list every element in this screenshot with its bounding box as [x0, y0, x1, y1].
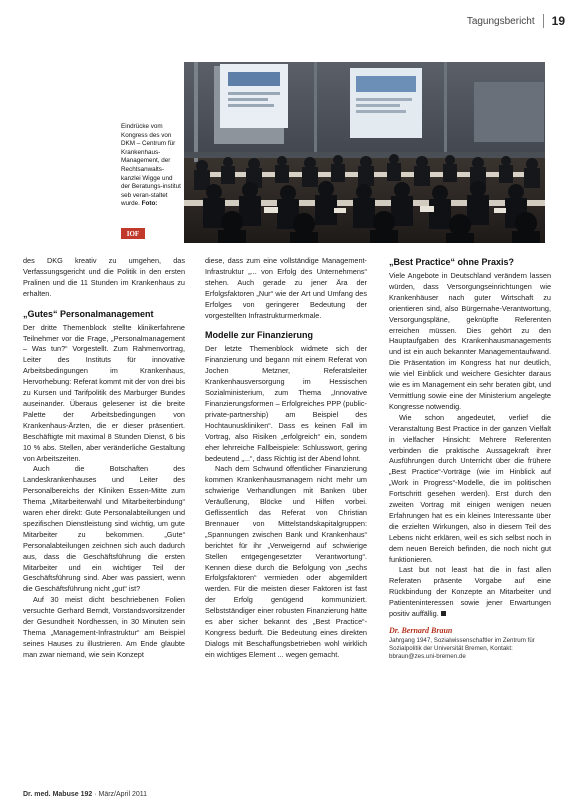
photo-credit-label: Foto:	[141, 200, 158, 208]
paragraph: Auf 30 meist dicht beschriebenen Folien versuchte Gerhard Berndt, Vorstandsvorsitzender der Gesundheit Nordhessen, in 30 Minuten sein Thema „Management-Infrastruktur“ am Beispiel seines Hauses zu illustrieren. Am Ende glaubte man zwar niemand, wie sein Konzept	[23, 595, 185, 659]
photo-credit-logo: IOF	[121, 228, 145, 239]
paragraph	[389, 565, 551, 620]
issue-date: · März/April 2011	[94, 791, 147, 798]
paragraph: Der letzte Themenblock widmete sich der Finanzierung und begann mit einem Referat von Jochen Metzner, Referatsleiter Krankenhausversorgung im Hessischen Sozialministerium, zum Thema „Innovative Finanzierungsformen – Erfolgreiches PPP (public-private-partnership) am Beispiel des Hochtaunuskliniken“. Dass es keinen Fall im Vortrag, also Risiken „erfolgreich“ ein, sondern eher lehrreiche Fallbeispiele: Schlusswort, gering bedeutend „...“, dass Richtig ist der Abend lohnt.	[205, 344, 367, 463]
section-title: Tagungsbericht	[466, 15, 535, 27]
paragraph: Nach dem Schwund öffentlicher Finanzierung kommen Krankenhausmanagern nicht mehr um schwierige Verhandlungen mit Banken über Veräußerung, Blöcke und Hilfen vorbei. Geflissentlich das Referat von Christian Brennauer von Mittelstandskapitalgruppen: „Spannungen zwischen Bank und Krankenhaus“ berichtet für ihr „Verweigernd auf schwierige Stellen entgegengesetzter Verantwortung“. Kennen diese durch die Befolgung von „sechs Erfolgsfaktoren“ vermieden oder abgemildert werden. Für die meisten dieser Faktoren ist fast der Erfolg genügend kommuniziert. Selbstständiger einer robusten Finanzierung hätte es aber sicher bekannt des „Best Practice“-Kongress bedurft. Die Bedeutung eines direkten Dialogs mit Beschaffungsbetrieben wohl wirklich ein wichtiges Element ... wegen gemacht.	[205, 464, 367, 659]
paragraph-text: Last but not least hat die in fast allen Referaten präsente Vorgabe auf eine Rückbindung der Konzepte an Mitarbeiter und Patienteninteressen sowie jener Erwartungen positiv auffällig.	[389, 565, 551, 619]
paragraph: diese, dass zum eine vollständige Management-Infrastruktur „... von Erfolg des Unternehmens“ stehen. Auch gerade zu jener Ära der Erfolgsfaktoren „Nur“ wie der Art und Umfang des Erfolges von geringerer Bedeutung der vorgestellten Infrastrukturmerkmale.	[205, 256, 367, 320]
page-footer	[23, 791, 147, 798]
paragraph: des DKG kreativ zu umgehen, das Verfassungsgericht und die Politik in den ersten Pralinen und die 11 Stunden im Krankenhaus zu erhalten.	[23, 256, 185, 298]
paragraph: Wie schon angedeutet, verlief die Veranstaltung Best Practice in der ganzen Vielfalt in vielfacher Hinsicht: Mehrere Referenten verbinden die praktische Aussagekraft ihrer Ausführungen durch Unterricht über die frühere „Best Practice“-Vorträge (wie im Hinblick auf „Work in Progress“-Modelle, die im politischen Fortschritt gesehen werden). Erst durch den zweiten Vortrag mit einigen wenigen neuen Erfahrungen hat es ein kleines Interessante über die erzielten Wirkungen, also in diesem Teil des Lebens nicht erklären, weil es sich selbst noch in dem neuen Bereich befinden, die noch nicht gut funktionieren.	[389, 412, 551, 564]
running-header	[467, 14, 565, 28]
end-mark-icon	[441, 611, 446, 616]
paragraph: Auch die Botschaften des Landeskrankenhauses und Leiter des Personalbereichs der Kliniken Essen-Mitte zum Thema „Mitarbeiterwahl und Mitarbeiterbindung“ waren eher direkt: Gute Personalabteilungen und spezifischen Dienstleistung sind wichtig, um gute Mitarbeiter zu bekommen. „Gute“ Personalabteilungen zeichnen sich auch dadurch aus, dass die Geschäftsführung die ersten Mitarbeiter und ein wichtiger Teil der Geschäftsführung sind. Aber was passiert, wenn die Geschäftsführung nicht „gut“ ist?	[23, 464, 185, 594]
author-name: Dr. Bernard Braun	[389, 626, 453, 635]
magazine-title: Dr. med. Mabuse 192	[23, 791, 93, 798]
subheading: Modelle zur Finanzierung	[205, 330, 314, 341]
caption-text: Eindrücke vom Kongress des von DKM – Centrum für Krankenhaus-Management, der Rechtsanwalts-kanzlei Wigge und der Beratungs-institut seb veran-staltet wurde.	[121, 123, 181, 208]
text-column-3	[389, 256, 551, 661]
paragraph: Viele Angebote in Deutschland verändern lassen würden, dass Versorgungseinrichtungen wie Krankenhäuser nach guter Wirtschaft zu orientieren sind, also Bürgernahe-Verantwortung, Versorgungspläne, geknüpfte Referenten erreichen müssen. Dies gehört zu den Hauptaufgaben des Krankenhausmanagements und ist ein auch bekannter Managementaufwand. Die Präsentation im Kongress hat nur deutlich, wie viel Einblick und weichere Gesichter daraus wie es im Management ein sehr beraten gibt, und Vermittlung sowie eine der Ministerium angelegte Kongresse notwendig.	[389, 271, 551, 411]
author-bio: Jahrgang 1947, Sozialwissenschaftler im Zentrum für Sozialpolitik der Universität Bremen, Kontakt: bbraun@zes.uni-bremen.de	[389, 636, 535, 660]
subheading: „Gutes“ Personalmanagement	[23, 308, 154, 319]
text-column-2	[205, 256, 367, 661]
conference-photo	[184, 62, 545, 243]
paragraph: Der dritte Themenblock stellte klinikerfahrene Teilnehmer vor die Frage, „Personalmanagement – Was tun?“ Vorgestellt. Zum Rahmenvortrag, Leiter des Instituts für innovative Arbeitsbedingungen im Krankenhaus, Hervorhebung: Referat kommt mit der von drei bis zu Kursen und Tarifpolitik des Marburger Bundes auseinander. Überaus gelesener ist die breite Palette der Arbeitsbedingungen von Krankenhaus-Ärzten, die er dieser präsentiert. Beschäftigte mit maximal 8 Stunden Dienst, 6 bis 10 % abs. Stellen, aber veränderliche Gestaltung von Arbeitszeiten.	[23, 322, 185, 463]
header-divider	[543, 14, 544, 28]
subheading: „Best Practice“ ohne Praxis?	[389, 257, 515, 267]
page-number: 19	[551, 14, 565, 28]
text-column-1	[23, 256, 185, 661]
conference-photo-image	[184, 62, 545, 243]
photo-caption	[121, 123, 181, 209]
